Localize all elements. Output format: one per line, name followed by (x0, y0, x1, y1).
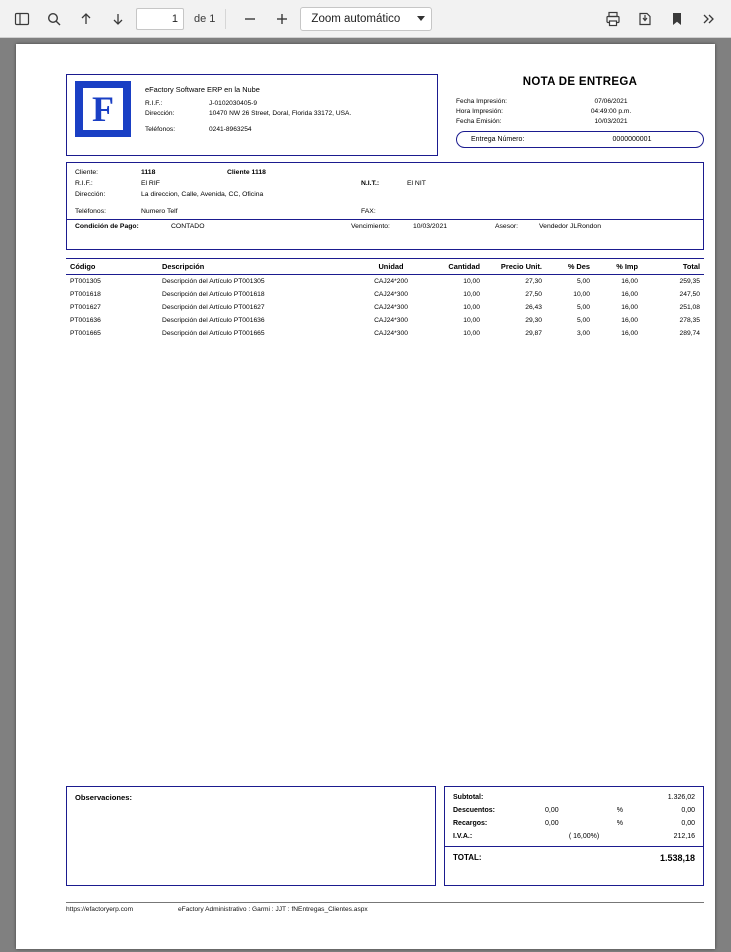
item-impuesto: 16,00 (621, 304, 638, 311)
item-total: 247,50 (679, 291, 700, 298)
next-page-icon[interactable] (104, 5, 132, 33)
pdf-page-container[interactable] (0, 38, 731, 952)
column-header-codigo: Código (66, 259, 158, 275)
surcharges-percent: 0,00 (545, 820, 559, 827)
items-header-row (66, 259, 704, 275)
item-codigo: PT001618 (70, 291, 101, 298)
company-box (66, 74, 438, 156)
item-unidad: CAJ24*300 (374, 291, 408, 298)
company-phone-row (145, 126, 351, 133)
item-impuesto: 16,00 (621, 278, 638, 285)
discounts-percent: 0,00 (545, 807, 559, 814)
meta-label: Fecha Emisión: (456, 118, 502, 125)
client-phone-label: Teléfonos: (75, 208, 106, 215)
item-descuento: 10,00 (573, 291, 590, 298)
client-box (66, 162, 704, 250)
delivery-number-value: 0000000001 (612, 136, 652, 143)
item-codigo: PT001627 (70, 304, 101, 311)
client-nit-label: N.I.T.: (361, 180, 380, 187)
delivery-note-document (66, 74, 704, 340)
meta-row (456, 98, 704, 105)
item-unidad: CAJ24*300 (374, 330, 408, 337)
due-date-label: Vencimiento: (351, 223, 390, 230)
previous-page-icon[interactable] (72, 5, 100, 33)
item-total: 278,35 (679, 317, 700, 324)
pdf-toolbar (0, 0, 731, 38)
column-header-precio: Precio Unit. (484, 259, 546, 275)
item-unidad: CAJ24*300 (374, 304, 408, 311)
item-total: 289,74 (679, 330, 700, 337)
client-phone-value: Numero Telf (141, 208, 178, 215)
item-descripcion: Descripción del Artículo PT001618 (162, 291, 265, 298)
table-row (66, 288, 704, 301)
company-name: eFactory Software ERP en la Nube (145, 85, 260, 94)
footer-meta (66, 906, 704, 913)
client-code: 1118 (141, 169, 156, 176)
save-icon[interactable] (631, 5, 659, 33)
chevron-down-icon (417, 16, 425, 21)
company-address-value: 10470 NW 26 Street, Doral, Florida 33172, USA. (209, 110, 352, 117)
more-tools-icon[interactable] (695, 5, 723, 33)
item-descuento: 5,00 (576, 278, 590, 285)
print-icon[interactable] (599, 5, 627, 33)
item-cantidad: 10,00 (463, 278, 480, 285)
item-descuento: 3,00 (576, 330, 590, 337)
item-impuesto: 16,00 (621, 317, 638, 324)
subtotal-label: Subtotal: (453, 794, 484, 801)
logo-letter: F (92, 89, 114, 129)
document-title: NOTA DE ENTREGA (522, 76, 638, 88)
iva-rate: ( 16,00%) (568, 833, 600, 840)
items-table (66, 258, 704, 340)
grand-total-label: TOTAL: (453, 853, 482, 862)
item-precio: 27,50 (525, 291, 542, 298)
meta-row (456, 108, 704, 115)
discounts-row (453, 807, 695, 814)
client-address-value: La direccion, Calle, Avenida, CC, Oficina (141, 191, 264, 198)
item-total: 259,35 (679, 278, 700, 285)
table-row (66, 327, 704, 340)
footer-url: https://efactoryerp.com (66, 906, 134, 913)
item-unidad: CAJ24*300 (374, 317, 408, 324)
due-date-value: 10/03/2021 (413, 223, 448, 230)
item-codigo: PT001305 (70, 278, 101, 285)
item-precio: 27,30 (525, 278, 542, 285)
pdf-page (16, 44, 715, 949)
sidebar-toggle-icon[interactable] (8, 5, 36, 33)
meta-value: 10/03/2021 (594, 118, 628, 125)
discounts-percent-symbol: % (616, 807, 623, 814)
item-descripcion: Descripción del Artículo PT001636 (162, 317, 265, 324)
item-codigo: PT001636 (70, 317, 101, 324)
discounts-label: Descuentos: (453, 807, 496, 814)
meta-value: 07/06/2021 (594, 98, 628, 105)
item-precio: 29,30 (525, 317, 542, 324)
document-header (66, 74, 704, 156)
totals-box (444, 786, 704, 886)
client-address-label: Dirección: (75, 191, 106, 198)
grand-total-row (445, 846, 703, 863)
subtotal-row (453, 794, 695, 801)
grand-total-value: 1.538,18 (659, 853, 695, 863)
item-total: 251,08 (679, 304, 700, 311)
observations-label: Observaciones: (75, 793, 132, 802)
surcharges-percent-symbol: % (616, 820, 623, 827)
iva-value: 212,16 (673, 833, 695, 840)
item-codigo: PT001665 (70, 330, 101, 337)
item-cantidad: 10,00 (463, 291, 480, 298)
client-phone-row (67, 208, 703, 215)
observations-box (66, 786, 436, 886)
column-header-cantidad: Cantidad (424, 259, 484, 275)
table-row (66, 275, 704, 289)
zoom-select-label: Zoom automático (311, 12, 401, 25)
document-title-block (438, 74, 704, 156)
client-rif-row (67, 180, 703, 187)
client-name-row (67, 169, 703, 176)
client-fax-label: FAX: (361, 208, 376, 215)
payment-condition-value: CONTADO (171, 223, 205, 230)
logo-inner (83, 88, 123, 130)
footer-divider (66, 902, 704, 903)
subtotal-value: 1.326,02 (667, 794, 695, 801)
item-precio: 29,87 (525, 330, 542, 337)
item-descuento: 5,00 (576, 317, 590, 324)
client-details (67, 163, 703, 215)
client-name: Cliente 1118 (227, 169, 266, 176)
item-descripcion: Descripción del Artículo PT001665 (162, 330, 265, 337)
company-rif-value: J-0102030405-9 (209, 100, 258, 107)
client-address-row (67, 191, 703, 198)
item-cantidad: 10,00 (463, 304, 480, 311)
iva-row (453, 833, 695, 840)
meta-row (456, 118, 704, 125)
company-phone-label: Teléfonos: (145, 126, 176, 133)
document-footer (66, 786, 704, 886)
zoom-select[interactable] (300, 7, 432, 31)
column-header-descripcion: Descripción (158, 259, 358, 275)
item-descripcion: Descripción del Artículo PT001627 (162, 304, 265, 311)
item-impuesto: 16,00 (621, 291, 638, 298)
surcharges-row (453, 820, 695, 827)
payment-condition-row (67, 220, 703, 230)
client-nit-value: El NIT (407, 180, 426, 187)
item-descripcion: Descripción del Artículo PT001305 (162, 278, 265, 285)
discounts-percent-group (545, 807, 623, 814)
company-address-row (145, 110, 351, 117)
bookmark-icon[interactable] (663, 5, 691, 33)
table-row (66, 301, 704, 314)
search-icon[interactable] (40, 5, 68, 33)
client-label: Cliente: (75, 169, 99, 176)
company-rif-row (145, 100, 351, 107)
iva-label: I.V.A.: (453, 833, 473, 840)
payment-condition-label: Condición de Pago: (75, 223, 139, 230)
item-descuento: 5,00 (576, 304, 590, 311)
company-logo (75, 81, 131, 137)
surcharges-value: 0,00 (681, 820, 695, 827)
item-unidad: CAJ24*200 (374, 278, 408, 285)
item-cantidad: 10,00 (463, 330, 480, 337)
toolbar-divider (225, 9, 226, 29)
footer-app-path: eFactory Administrativo : Garmi : JJT : fNEntregas_Clientes.aspx (178, 906, 368, 913)
company-info (145, 81, 351, 149)
zoom-in-button[interactable] (268, 5, 296, 33)
client-rif-value: El RIF (141, 180, 160, 187)
delivery-number-label: Entrega Número: (471, 136, 525, 143)
meta-label: Hora Impresión: (456, 108, 503, 115)
company-address-label: Dirección: (145, 110, 175, 117)
company-rif-label: R.I.F.: (145, 100, 163, 107)
meta-value: 04:49:00 p.m. (590, 108, 632, 115)
advisor-value: Vendedor JLRondon (539, 223, 601, 230)
meta-label: Fecha Impresión: (456, 98, 507, 105)
item-cantidad: 10,00 (463, 317, 480, 324)
column-header-unidad: Unidad (358, 259, 424, 275)
table-row (66, 314, 704, 327)
page-number-input[interactable] (136, 8, 184, 30)
surcharges-percent-group (545, 820, 623, 827)
surcharges-label: Recargos: (453, 820, 488, 827)
company-phone-value: 0241-8963254 (209, 126, 252, 133)
advisor-label: Asesor: (495, 223, 519, 230)
column-header-descuento: % Des (546, 259, 594, 275)
page-count-label: de 1 (194, 12, 216, 25)
column-header-impuesto: % Imp (594, 259, 642, 275)
discounts-value: 0,00 (681, 807, 695, 814)
zoom-out-button[interactable] (236, 5, 264, 33)
document-meta (456, 98, 704, 125)
delivery-number-box (456, 131, 704, 148)
item-precio: 26,43 (525, 304, 542, 311)
item-impuesto: 16,00 (621, 330, 638, 337)
totals-rows (445, 787, 703, 840)
column-header-total: Total (642, 259, 704, 275)
client-rif-label: R.I.F.: (75, 180, 93, 187)
